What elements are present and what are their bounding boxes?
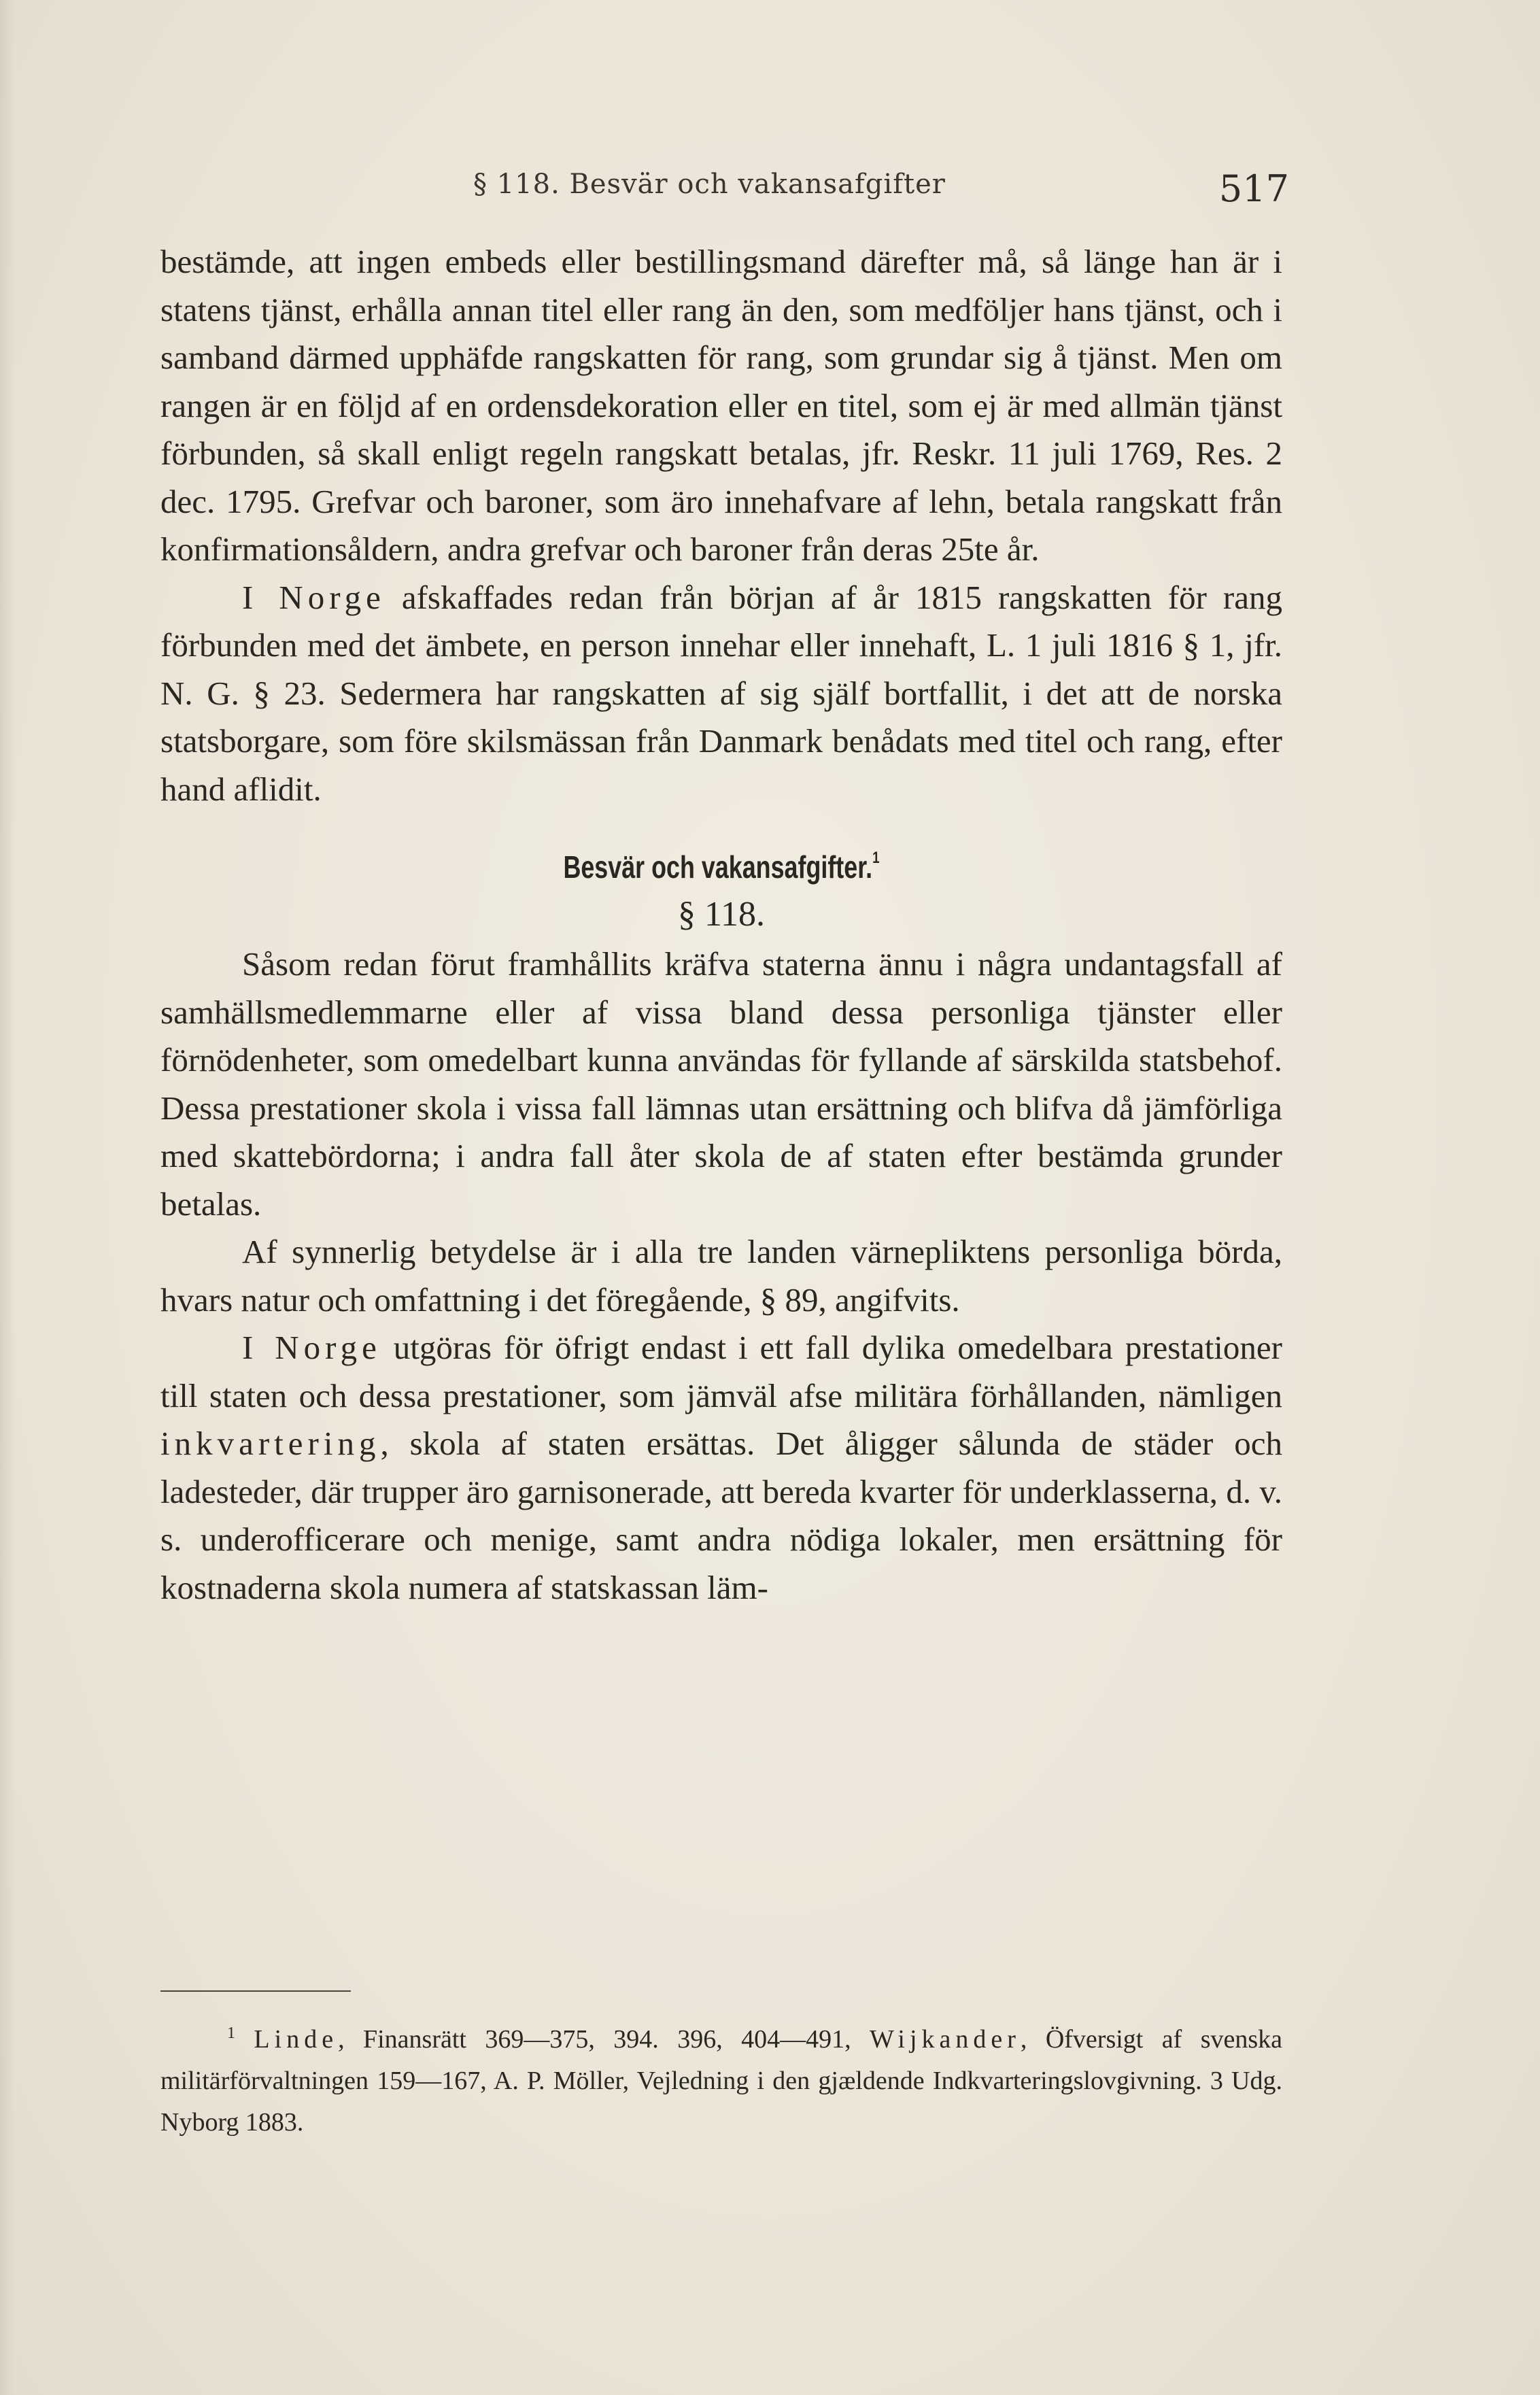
main-text bbox=[160, 238, 1282, 1612]
paragraph-intro: Såsom redan förut framhållits kräfva staterna ännu i några undantagsfall af samhällsmedlemmarne eller af vissa bland dessa personliga tjänster eller förnödenheter, som omedelbart kunna användas för fyllande af särskilda statsbehof. Dessa prestationer skola i vissa fall lämnas utan ersättning och blifva då jämförliga med skattebördorna; i andra fall åter skola de af staten efter bestämda grunder betalas. bbox=[160, 945, 1282, 1223]
section-heading-text: Besvär och vakansafgifter. bbox=[563, 849, 873, 885]
paragraph-rangskatt-sweden: bestämde, att ingen embeds eller bestillingsmand därefter må, så länge han är i statens tjänst, erhålla annan titel eller rang än den, som medföljer hans tjänst, och i samband därmed upphäfde rangskatten för rang, som grundar sig å tjänst. Men om rangen är en följd af en ordensdekoration eller en titel, som ej är med allmän tjänst förbunden, så skall enligt regeln rangskatt betalas, jfr. Reskr. 11 juli 1769, Res. 2 dec. 1795. Grefvar och baroner, som äro innehafvare af lehn, betala rangskatt från konfirmationsåldern, andra grefvar och baroner från deras 25te år. bbox=[160, 243, 1282, 568]
page-binding-edge bbox=[0, 0, 15, 2395]
page-number: 517 bbox=[1218, 167, 1289, 210]
section-number: § 118. bbox=[677, 895, 766, 934]
paragraph-body: , skola af staten ersättas. Det åligger sålunda de städer och ladesteder, där trupper äro garnisonerade, att bereda kvarter för underklasserna, d. v. s. underofficerare och menige, samt andra nödiga lokaler, men ersättning för kostnaderna skola numera af statskassan läm- bbox=[160, 1425, 1282, 1606]
section-heading bbox=[284, 836, 1159, 889]
paragraph-body: afskaffades redan från början af år 1815 rangskatten för rang förbunden med det ämbete, en person innehar eller innehaft, L. 1 juli 1816 § 1, jfr. N. G. § 23. Sedermera har rangskatten af sig själf bortfallit, i det att de norska statsborgare, som före skilsmässan från Danmark benådats med titel och rang, efter hand aflidit. bbox=[160, 578, 1282, 808]
country-name: I Norge bbox=[242, 1329, 381, 1366]
running-head: § 118. Besvär och vakansafgifter bbox=[473, 169, 946, 200]
paragraph-rangskatt-norway bbox=[160, 574, 1282, 814]
footnote-author: Wijkander bbox=[870, 2025, 1021, 2054]
emphasized-term: inkvartering bbox=[160, 1425, 381, 1462]
footnote-reference: 1 bbox=[872, 849, 880, 867]
country-name: I Norge bbox=[242, 578, 386, 616]
page-header bbox=[160, 162, 1289, 216]
paragraph-varneplikt: Af synnerlig betydelse är i alla tre landen värnepliktens personliga börda, hvars natur och omfattning i det föregående, § 89, angifvits. bbox=[160, 1233, 1282, 1319]
footnote-1 bbox=[160, 2013, 1282, 2143]
footnote-text: , Öfversigt af svenska militärförvaltningen 159—167, A. P. Möller, Vejledning i den gjældende Indkvarteringslovgivning. 3 Udg. Nyborg 1883. bbox=[160, 2025, 1283, 2137]
paragraph-body: utgöras för öfrigt endast i ett fall dylika omedelbara prestationer till staten och dessa prestationer, som jämväl afse militära förhållanden, nämligen bbox=[160, 1329, 1282, 1414]
footnote-text: , Finansrätt 369—375, 394. 396, 404—491, bbox=[338, 2025, 870, 2054]
footnote-author: Linde bbox=[254, 2025, 339, 2054]
footnote-divider bbox=[160, 1990, 351, 1992]
paragraph-norway-inkvartering bbox=[160, 1324, 1282, 1612]
footnotes bbox=[160, 2013, 1282, 2143]
footnote-marker: 1 bbox=[227, 2024, 235, 2042]
